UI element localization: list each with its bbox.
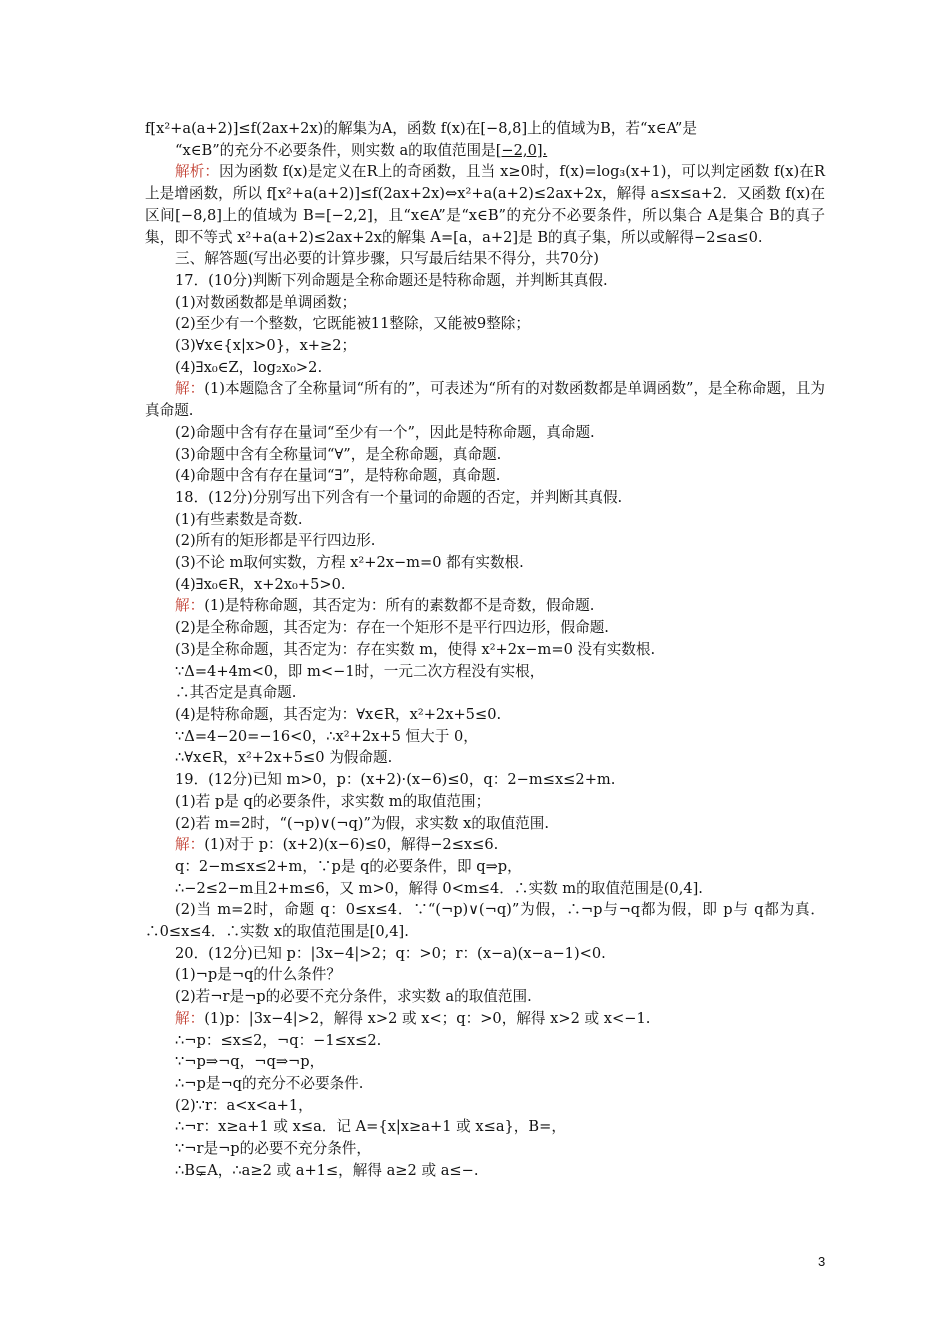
text-line <box>145 639 825 661</box>
text-line <box>145 248 825 270</box>
answer-label: 解： <box>175 380 205 398</box>
text-content: ∴其否定是真命题. <box>175 684 297 702</box>
text-content: (2)至少有一个整数，它既能被11整除，又能被9整除； <box>175 315 530 333</box>
text-content: 17．(10分)判断下列命题是全称命题还是特称命题，并判断其真假. <box>175 271 608 289</box>
text-content: (1)p：|3x−4|>2，解得 x>2 或 x<；q：>0，解得 x>2 或 x<−1. <box>204 1009 651 1027</box>
solution-paragraph <box>145 161 825 248</box>
text-content: (3)是全称命题，其否定为：存在实数 m，使得 x²+2x−m=0 没有实数根. <box>175 640 656 658</box>
solution-paragraph <box>145 834 825 856</box>
answer-label: 解： <box>175 836 205 854</box>
text-content: q：2−m≤x≤2+m，∵p是 q的必要条件，即 q⇒p， <box>175 857 522 875</box>
text-content: (2)当 m=2时，命题 q：0≤x≤4．∵“(¬p)∨(¬q)”为假，∴¬p与¬q都为假，即 p与 q都为真．∴0≤x≤4．∴实数 x的取值范围是[0,4]. <box>145 901 825 941</box>
text-line <box>145 118 825 140</box>
text-line <box>145 986 825 1008</box>
text-content: (4)∃x₀∈Z，log₂x₀>2. <box>175 358 323 376</box>
text-content: ∵¬p⇒¬q，¬q⇒¬p， <box>175 1053 325 1071</box>
text-line <box>145 726 825 748</box>
text-line <box>145 1095 825 1117</box>
answer-label: 解析： <box>175 163 220 181</box>
text-content: (2)若¬r是¬p的必要不充分条件，求实数 a的取值范围. <box>175 988 532 1006</box>
text-content: ∴¬r：x≥a+1 或 x≤a．记 A={x|x≥a+1 或 x≤a}，B=， <box>175 1118 566 1136</box>
text-content: (4)命题中含有存在量词“∃”，是特称命题，真命题. <box>175 467 501 485</box>
answer-label: 解： <box>175 1009 205 1027</box>
solution-paragraph <box>145 1008 825 1030</box>
text-line <box>145 335 825 357</box>
text-content: (1)对数函数都是单调函数； <box>175 293 357 311</box>
text-line <box>145 270 825 292</box>
text-content: ∴−2≤2−m且2+m≤6，又 m>0，解得 0<m≤4．∴实数 m的取值范围是(0,4]. <box>175 879 703 897</box>
text-line <box>145 1138 825 1160</box>
text-content: (3)不论 m取何实数，方程 x²+2x−m=0 都有实数根. <box>175 554 524 572</box>
text-content: ∵Δ=4+4m<0，即 m<−1时，一元二次方程没有实根， <box>175 662 545 680</box>
text-content: (2)∵r：a<x<a+1， <box>175 1096 313 1114</box>
text-line <box>145 422 825 444</box>
text-line <box>145 1051 825 1073</box>
text-line <box>145 943 825 965</box>
text-content: (3)命题中含有全称量词“∀”，是全称命题，真命题. <box>175 445 502 463</box>
text-line <box>145 769 825 791</box>
text-line <box>145 509 825 531</box>
text-line <box>145 1030 825 1052</box>
text-line <box>145 617 825 639</box>
text-line <box>145 357 825 379</box>
text-content: ∴¬p是¬q的充分不必要条件. <box>175 1074 364 1092</box>
text-line <box>145 313 825 335</box>
text-content: (4)是特称命题，其否定为：∀x∈R，x²+2x+5≤0. <box>175 705 502 723</box>
text-content: f[x²+a(a+2)]≤f(2ax+2x)的解集为A，函数 f(x)在[−8,8]上的值域为B，若“x∈A”是 <box>145 120 697 137</box>
text-content: (1)对于 p：(x+2)(x−6)≤0，解得−2≤x≤6. <box>204 836 499 854</box>
text-line <box>145 140 825 162</box>
text-line <box>145 487 825 509</box>
text-content: “x∈B”的充分不必要条件，则实数 a的取值范围是 <box>175 141 496 159</box>
text-line <box>145 292 825 314</box>
text-content: 19．(12分)已知 m>0，p：(x+2)·(x−6)≤0，q：2−m≤x≤2+m. <box>175 771 616 789</box>
text-content: (1)本题隐含了全称量词“所有的”，可表述为“所有的对数函数都是单调函数”，是全称命题，且为真命题. <box>145 380 825 420</box>
text-content: (1)是特称命题，其否定为：所有的素数都不是奇数，假命题. <box>204 597 595 615</box>
text-content: (3)∀x∈{x|x>0}，x+≥2； <box>175 337 357 355</box>
text-line <box>145 791 825 813</box>
text-line <box>145 444 825 466</box>
text-line <box>145 530 825 552</box>
text-line <box>145 552 825 574</box>
text-line <box>145 704 825 726</box>
text-content: (1)¬p是¬q的什么条件？ <box>175 966 341 984</box>
text-content: ∴¬p：≤x≤2，¬q：−1≤x≤2. <box>175 1031 382 1049</box>
text-line <box>145 899 825 942</box>
text-line <box>145 1116 825 1138</box>
text-line <box>145 1160 825 1182</box>
text-line <box>145 465 825 487</box>
text-content: ∴∀x∈R，x²+2x+5≤0 为假命题. <box>175 749 393 767</box>
text-content: ∵¬r是¬p的必要不充分条件， <box>175 1140 371 1158</box>
text-content: (2)所有的矩形都是平行四边形. <box>175 532 376 550</box>
text-content: (2)是全称命题，其否定为：存在一个矩形不是平行四边形，假命题. <box>175 619 609 637</box>
text-line <box>145 682 825 704</box>
answer-label: 解： <box>175 597 205 615</box>
text-content: 三、解答题(写出必要的计算步骤，只写最后结果不得分，共70分) <box>175 250 599 268</box>
solution-paragraph <box>145 595 825 617</box>
text-line <box>145 661 825 683</box>
text-line <box>145 574 825 596</box>
text-line <box>145 1073 825 1095</box>
text-content: 20．(12分)已知 p：|3x−4|>2；q：>0；r：(x−a)(x−a−1)<0. <box>175 944 606 962</box>
text-line <box>145 964 825 986</box>
text-content: (2)命题中含有存在量词“至少有一个”，因此是特称命题，真命题. <box>175 423 595 441</box>
page-number: 3 <box>818 1254 826 1269</box>
text-content: (1)若 p是 q的必要条件，求实数 m的取值范围； <box>175 792 491 810</box>
text-content: 因为函数 f(x)是定义在R上的奇函数，且当 x≥0时，f(x)=log₃(x+1)，可以判定函数 f(x)在R上是增函数，所以 f[x²+a(a+2)]≤f(2ax+2x)⇔x²+a(a+2)≤2ax+2x，解得 a≤x≤a+2．又函数 f(x)在区间[−8,8]上的值域为 B=[−2,2]，且“x∈A”是“x∈B”的充分不必要条件，所以集合 A是集合 B的真子集，即不等式 x²+a(a+2)≤2ax+2x的解集 A=[a，a+2]是 B的真子集，所以或解得−2≤a≤0. <box>145 163 825 246</box>
answer-blank: [−2,0]. <box>495 141 548 159</box>
solution-paragraph <box>145 378 825 421</box>
text-line <box>145 813 825 835</box>
page-body <box>145 118 825 1181</box>
text-content: ∵Δ=4−20=−16<0，∴x²+2x+5 恒大于 0， <box>175 727 478 745</box>
text-line <box>145 747 825 769</box>
text-line <box>145 856 825 878</box>
text-content: (1)有些素数是奇数. <box>175 510 303 528</box>
text-line <box>145 878 825 900</box>
text-content: (4)∃x₀∈R，x+2x₀+5>0. <box>175 575 346 593</box>
text-content: 18．(12分)分别写出下列含有一个量词的命题的否定，并判断其真假. <box>175 488 623 506</box>
text-content: (2)若 m=2时，“(¬p)∨(¬q)”为假，求实数 x的取值范围. <box>175 814 550 832</box>
text-content: ∴B⊊A，∴a≥2 或 a+1≤，解得 a≥2 或 a≤−. <box>175 1161 479 1179</box>
